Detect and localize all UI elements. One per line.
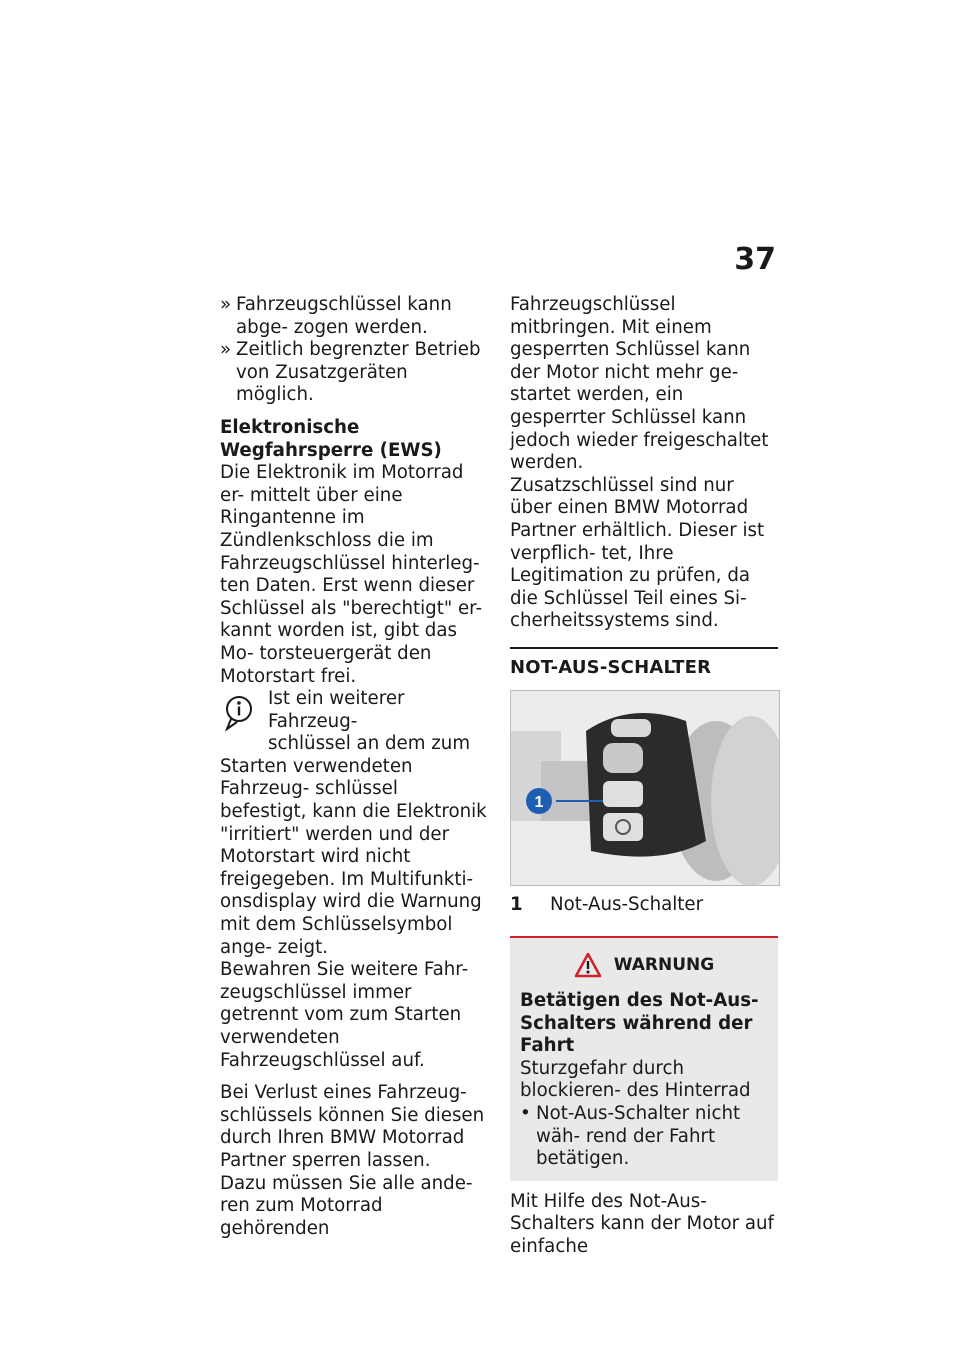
left-column bbox=[220, 294, 490, 1240]
figure-caption bbox=[510, 894, 778, 917]
warning-bullet: Not-Aus-Schalter nicht wäh- rend der Fahrt betätigen. bbox=[536, 1103, 741, 1170]
bullet-text: Fahrzeugschlüssel kann abge- zogen werden. bbox=[236, 294, 452, 338]
ews-paragraph: Die Elektronik im Motorrad er- mittelt über eine Ringantenne im Zündlenkschloss die im Fahrzeugschlüssel hinterleg- ten Daten. Erst wenn dieser Schlüssel als "berechtigt" er- kannt worden ist, gibt das Mo- torsteuergerät den Motorstart frei. bbox=[220, 462, 483, 687]
bullet-mark: » bbox=[220, 339, 232, 361]
extra-keys-paragraph: Zusatzschlüssel sind nur über einen BMW Motorrad Partner erhältlich. Dieser ist verpflich- tet, Ihre Legitimation zu prüfen, da die Schlüssel Teil eines Si- cherheitssystems sind. bbox=[510, 474, 765, 632]
list-item bbox=[520, 1103, 768, 1171]
info-line-1: Ist ein weiterer Fahrzeug- bbox=[268, 688, 405, 732]
caption-text: Not-Aus-Schalter bbox=[550, 893, 704, 915]
caption-number: 1 bbox=[510, 893, 523, 915]
loss-paragraph: Bei Verlust eines Fahrzeug- schlüssels können Sie diesen durch Ihren BMW Motorrad Partner sperren lassen. bbox=[220, 1082, 485, 1171]
info-paragraph: Starten verwendeten Fahrzeug- schlüssel befestigt, kann die Elektronik "irritiert" werden und der Motorstart wird nicht freigegeben. Im Multifunkti- onsdisplay wird die Warnung mit dem Schlüsselsymbol ange- zeigt. bbox=[220, 755, 487, 958]
info-advice: Bewahren Sie weitere Fahr- zeugschlüssel immer getrennt vom zum Starten verwendeten Fahrzeugschlüssel auf. bbox=[220, 959, 469, 1071]
bullet-mark: • bbox=[520, 1103, 531, 1125]
warning-label: WARNUNG bbox=[613, 954, 715, 975]
section-title: NOT-AUS-SCHALTER bbox=[510, 656, 712, 678]
warning-triangle-icon bbox=[574, 952, 602, 978]
info-icon bbox=[224, 694, 254, 732]
section-divider bbox=[510, 647, 778, 649]
final-paragraph: Mit Hilfe des Not-Aus-Schalters kann der Motor auf einfache bbox=[510, 1190, 774, 1258]
warning-text: Sturzgefahr durch blockieren- des Hinterrad bbox=[520, 1057, 751, 1102]
list-item bbox=[220, 294, 490, 339]
continued-paragraph: Fahrzeugschlüssel mitbringen. Mit einem gesperrten Schlüssel kann der Motor nicht mehr ge- startet werden, ein gesperrter Schlüssel kann jedoch wieder freigeschaltet werden. bbox=[510, 294, 769, 474]
handlebar-switch-figure bbox=[510, 690, 780, 886]
right-column bbox=[510, 294, 778, 1259]
switch-illustration bbox=[511, 691, 779, 885]
warning-box bbox=[510, 936, 778, 1181]
loss-paragraph-2: Dazu müssen Sie alle ande- ren zum Motorrad gehörenden bbox=[220, 1172, 473, 1239]
list-item bbox=[220, 339, 490, 407]
info-note bbox=[220, 688, 490, 959]
figure-callout: 1 bbox=[534, 793, 544, 811]
bullet-text: Zeitlich begrenzter Betrieb von Zusatzgeräten möglich. bbox=[236, 339, 481, 406]
bullet-mark: » bbox=[220, 294, 232, 315]
info-line-2: schlüssel an dem zum bbox=[268, 733, 471, 755]
page-number: 37 bbox=[734, 242, 776, 277]
ews-heading: Elektronische Wegfahrsperre (EWS) bbox=[220, 416, 442, 461]
warning-title: Betätigen des Not-Aus- Schalters während der Fahrt bbox=[520, 990, 759, 1057]
